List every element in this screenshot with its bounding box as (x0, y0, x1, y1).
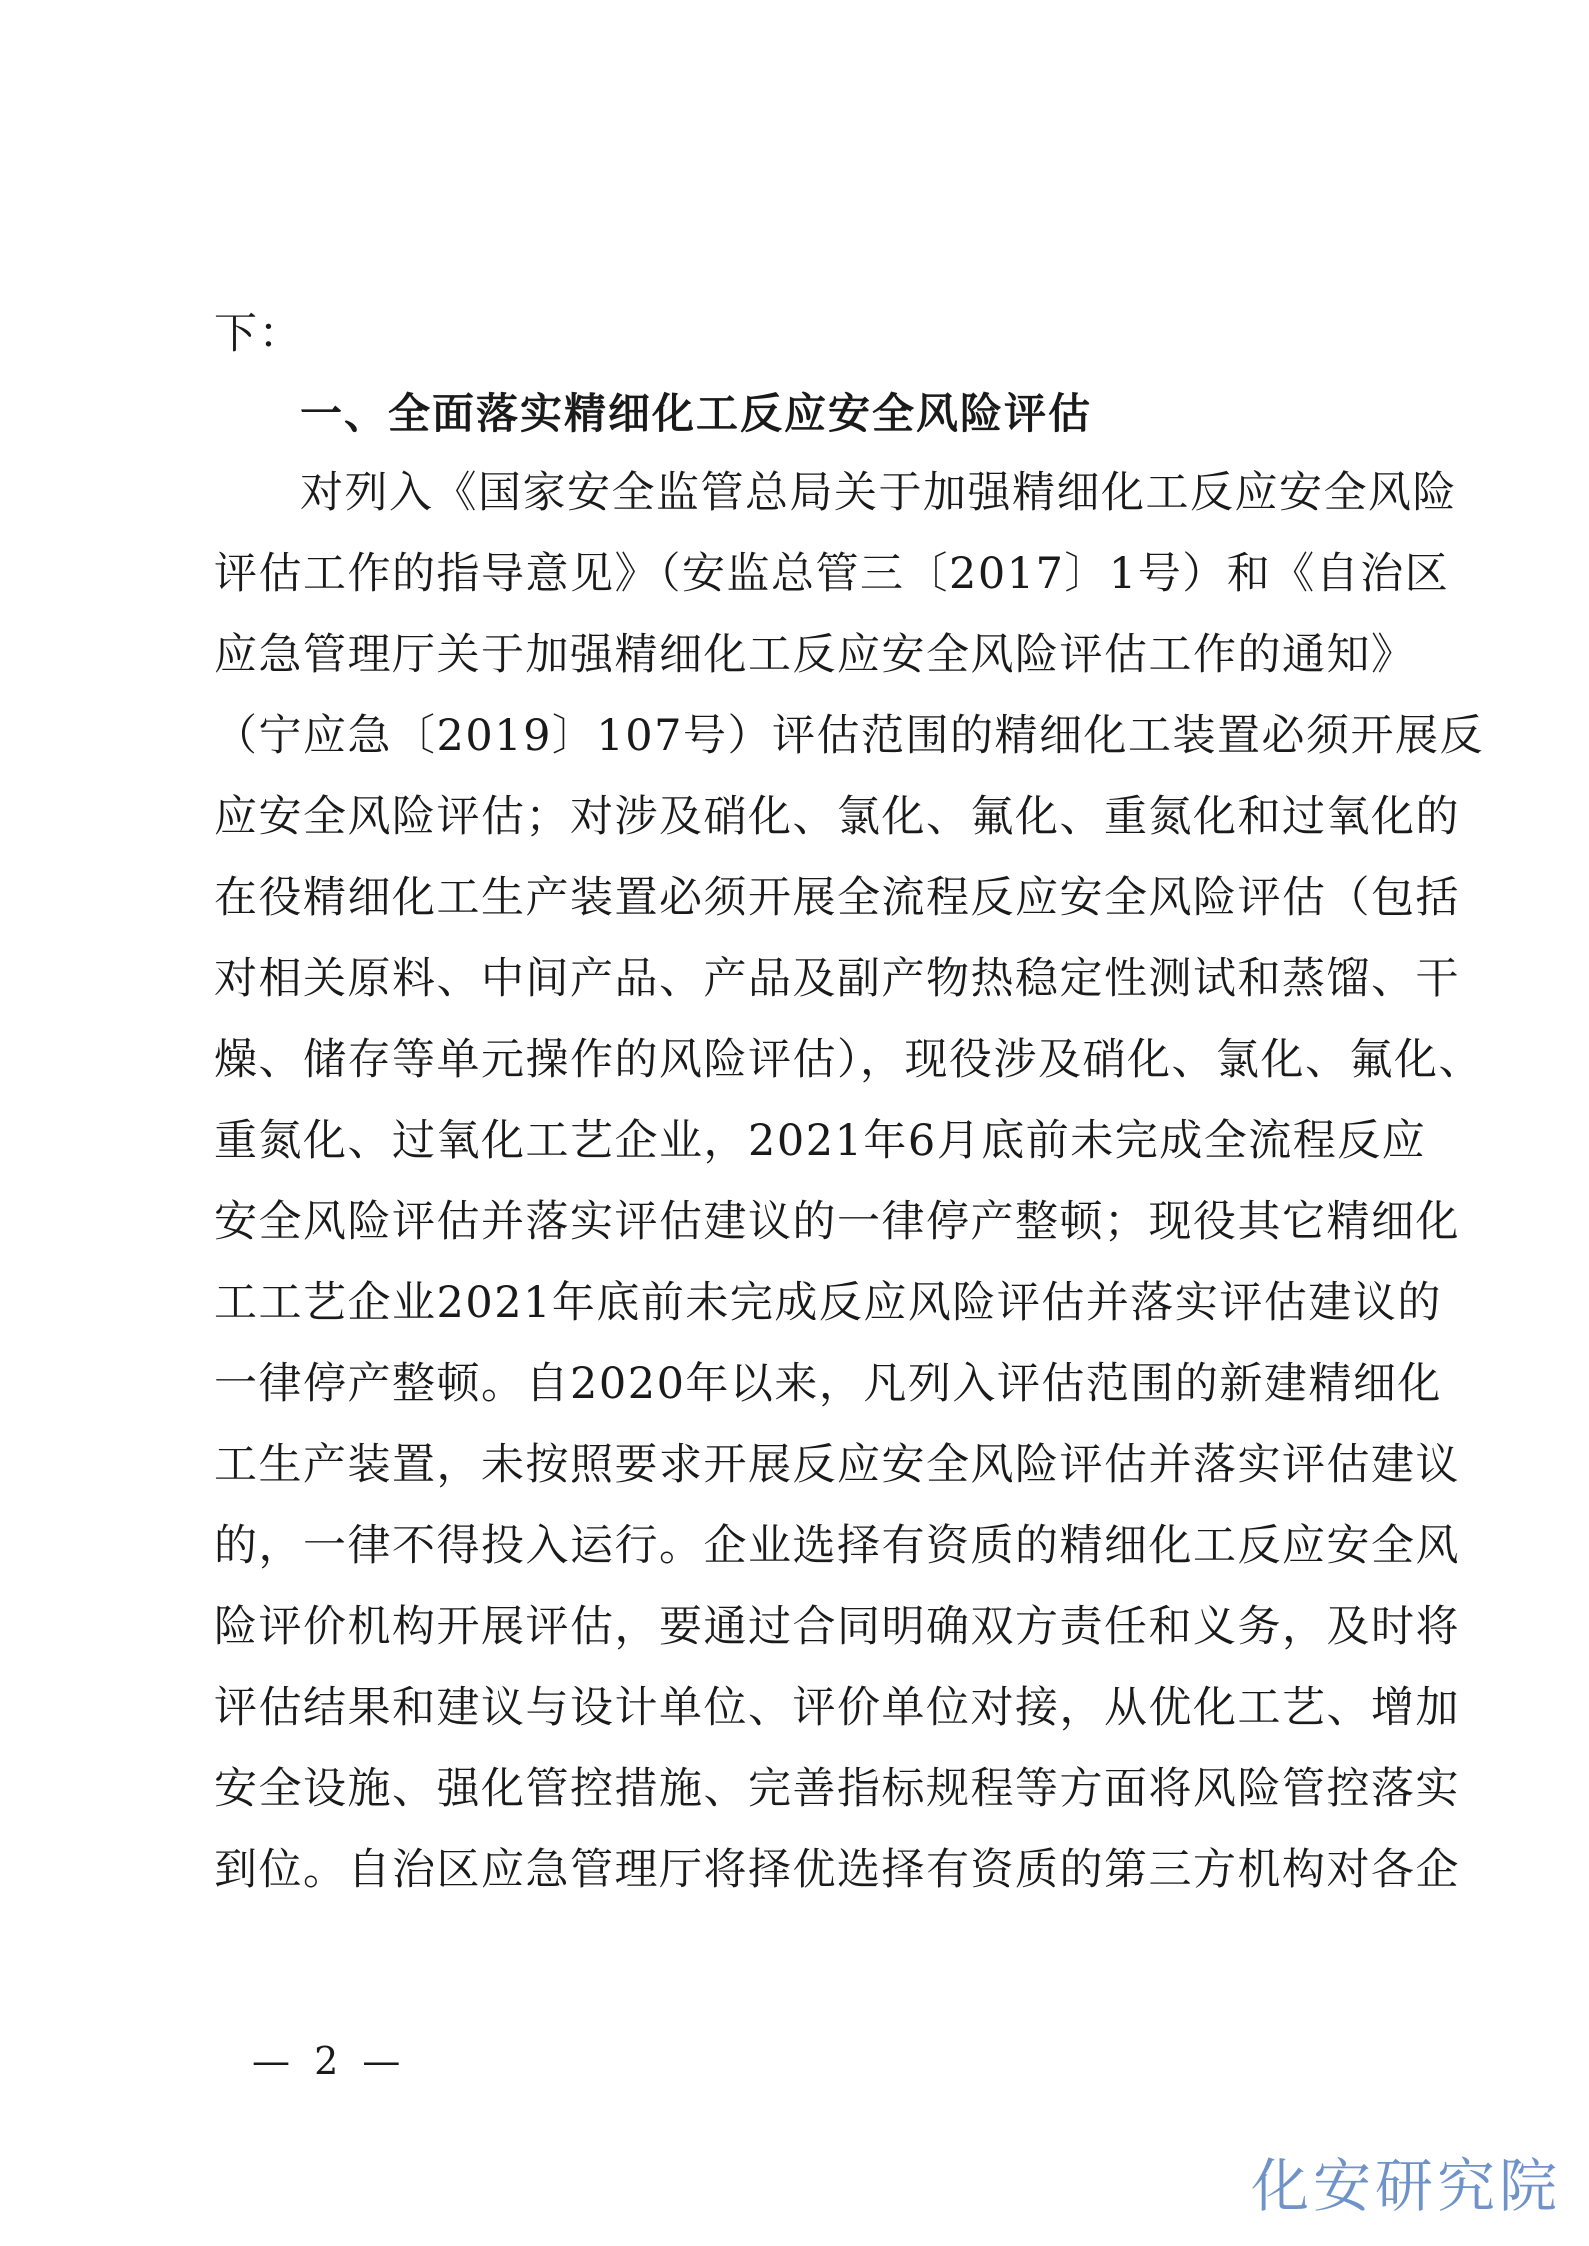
body-line: 到位。自治区应急管理厅将择优选择有资质的第三方机构对各企 (214, 1845, 1460, 1895)
body-line: 重氮化、过氧化工艺企业，2021年6月底前未完成全流程反应 (214, 1116, 1427, 1166)
page-number: — 2 — (252, 2039, 407, 2083)
body-line: 评估结果和建议与设计单位、评价单位对接，从优化工艺、增加 (214, 1683, 1460, 1733)
body-line: 应急管理厅关于加强精细化工反应安全风险评估工作的通知》 (214, 630, 1416, 680)
body-line: 在役精细化工生产装置必须开展全流程反应安全风险评估（包括 (214, 873, 1460, 923)
body-line: 对相关原料、中间产品、产品及副产物热稳定性测试和蒸馏、干 (214, 954, 1460, 1004)
body-line: 安全设施、强化管控措施、完善指标规程等方面将风险管控落实 (214, 1764, 1460, 1814)
body-line: 安全风险评估并落实评估建议的一律停产整顿；现役其它精细化 (214, 1197, 1460, 1247)
body-line: 险评价机构开展评估，要通过合同明确双方责任和义务，及时将 (214, 1602, 1460, 1652)
intro-fragment: 下： (214, 309, 303, 359)
body-line: 工生产装置，未按照要求开展反应安全风险评估并落实评估建议 (214, 1440, 1460, 1490)
section-heading: 一、全面落实精细化工反应安全风险评估 (300, 389, 1093, 438)
body-line: 一律停产整顿。自2020年以来，凡列入评估范围的新建精细化 (214, 1359, 1442, 1409)
body-line: 应安全风险评估；对涉及硝化、氯化、氟化、重氮化和过氧化的 (214, 792, 1460, 842)
watermark-logo: 化安研究院 (1250, 2152, 1561, 2220)
body-line: 的，一律不得投入运行。企业选择有资质的精细化工反应安全风 (214, 1521, 1460, 1571)
body-line: 对列入《国家安全监管总局关于加强精细化工反应安全风险 (300, 468, 1457, 518)
body-line: 评估工作的指导意见》（安监总管三〔2017〕1号）和《自治区 (214, 549, 1450, 599)
body-line: 工工艺企业2021年底前未完成反应风险评估并落实评估建议的 (214, 1278, 1442, 1328)
body-line: 燥、储存等单元操作的风险评估），现役涉及硝化、氯化、氟化、 (214, 1035, 1483, 1085)
body-line: （宁应急〔2019〕107号）评估范围的精细化工装置必须开展反 (214, 711, 1485, 761)
